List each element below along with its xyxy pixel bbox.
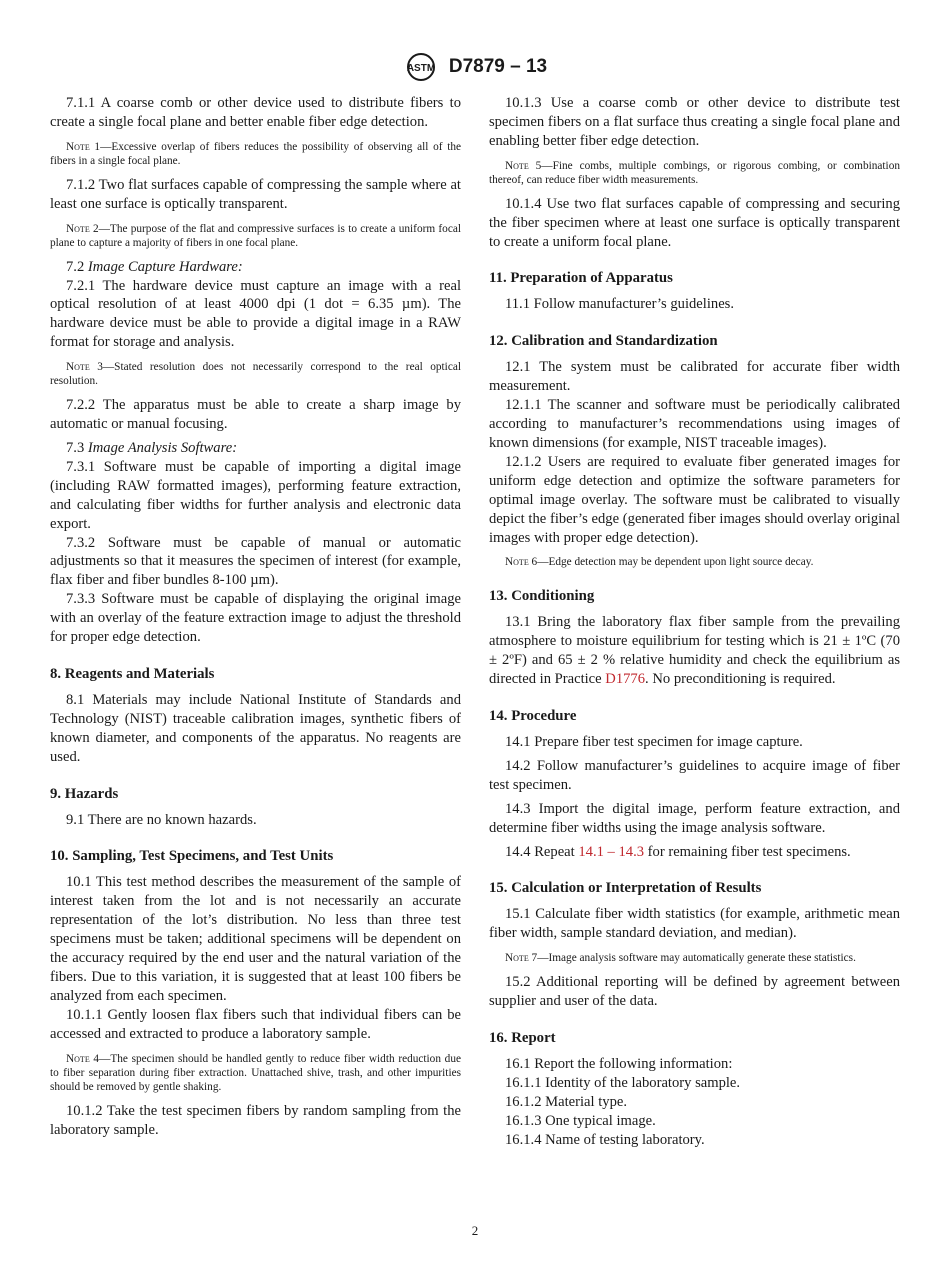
- note-text: —Fine combs, multiple combings, or rigorous combing, or combination thereof, can reduce fiber width measurements.: [489, 159, 900, 186]
- section-heading: 11. Preparation of Apparatus: [489, 270, 673, 287]
- paragraph: 10.1.2 Take the test specimen fibers by random sampling from the laboratory sample.: [50, 1102, 461, 1138]
- paragraph: 7.1.1 A coarse comb or other device used to distribute fibers to create a single focal plane and better enable fiber edge detection.: [50, 95, 461, 130]
- paragraph: 16.1 Report the following information:: [505, 1056, 733, 1073]
- note-label: Note 5: [505, 159, 542, 172]
- note-label: Note 6: [505, 556, 538, 569]
- paragraph: 16.1.1 Identity of the laboratory sample.: [505, 1075, 741, 1091]
- page-number: 2: [471, 1223, 479, 1238]
- note-label: Note 3: [66, 361, 103, 374]
- section-heading: 8. Reagents and Materials: [50, 665, 215, 682]
- paragraph: 16.1.2 Material type.: [505, 1093, 627, 1110]
- paragraph: 7.3.2 Software must be capable of manual or automatic adjustments so that it measures the specimen of interest (for example, flax fiber and fiber bundles 8-100 µm).: [50, 534, 461, 589]
- note-text: —The specimen should be handled gently to reduce fiber width reduction due to fiber separation during fiber extraction. Unattached shive, trash, and other impurities should be removed by gentle shaking.: [50, 1052, 461, 1093]
- paragraph: 15.1 Calculate fiber width statistics (for example, arithmetic mean fiber width, sample standard deviation, and median).: [489, 906, 900, 942]
- paragraph: [489, 613, 900, 689]
- note: [50, 222, 461, 250]
- paragraph: 7.1.2 Two flat surfaces capable of compressing the sample where at least one surface is optically transparent.: [50, 176, 461, 212]
- note-label: Note 2: [66, 222, 99, 235]
- paragraph: [489, 843, 900, 862]
- paragraph: 14.3 Import the digital image, perform feature extraction, and determine fiber widths using the image analysis software.: [489, 800, 900, 836]
- note-text: —Stated resolution does not necessarily correspond to the real optical resolution.: [50, 361, 461, 388]
- paragraph: 10.1.4 Use two flat surfaces capable of compressing and securing the fiber specimen where at least one surface is optically transparent to create a uniform focal plane.: [489, 195, 900, 250]
- section-heading: 16. Report: [489, 1030, 556, 1047]
- subsection-number: 7.2: [66, 258, 88, 275]
- note: [50, 360, 461, 388]
- page-header: [0, 52, 950, 82]
- note-text: —Excessive overlap of fibers reduces the possibility of observing all of the fibers in a single focal plane.: [50, 140, 462, 167]
- paragraph: 7.2.1 The hardware device must capture an image with a real optical resolution of at least 4000 dpi (1 dot = 6.35 µm). The hardware device must be able to provide a digital image in a RAW format for storage and analysis.: [50, 277, 461, 351]
- subsection-heading: [50, 258, 461, 277]
- subsection-title: Image Capture Hardware:: [87, 258, 243, 275]
- paragraph: 10.1.3 Use a coarse comb or other device to distribute test specimen fibers on a flat surface thus creating a single focal plane and enabling better fiber edge detection.: [489, 95, 900, 149]
- reference-link[interactable]: D1776: [605, 671, 646, 688]
- paragraph: 8.1 Materials may include National Institute of Standards and Technology (NIST) traceable calibration images, synthetic fibers of known diameter, and components of the apparatus. No reagents are used.: [50, 691, 461, 765]
- note: [489, 951, 900, 965]
- note-text: —The purpose of the flat and compressive surfaces is to create a uniform focal plane to capture a majority of fibers in one focal plane.: [50, 222, 461, 249]
- paragraph: 9.1 There are no known hazards.: [66, 811, 257, 828]
- paragraph-text: 14.4 Repeat: [505, 843, 579, 860]
- right-column: [489, 94, 900, 1150]
- left-column: [50, 94, 461, 1144]
- svg-text:ASTM: ASTM: [406, 63, 436, 74]
- paragraph: 14.2 Follow manufacturer’s guidelines to acquire image of fiber test specimen.: [489, 757, 900, 793]
- paragraph: 7.3.3 Software must be capable of displaying the original image with an overlay of the feature extraction image to adjust the threshold for proper edge detection.: [50, 591, 461, 646]
- paragraph-text: . No preconditioning is required.: [645, 671, 836, 688]
- paragraph-text: for remaining fiber test specimens.: [644, 843, 851, 860]
- section-heading: 13. Conditioning: [489, 588, 595, 605]
- paragraph: 7.3.1 Software must be capable of importing a digital image (including RAW formatted images), performing feature extraction, and calculating fiber widths for further analysis and electronic data export.: [50, 458, 461, 532]
- paragraph: 12.1.1 The scanner and software must be periodically calibrated according to manufacturer’s recommendations using images of known dimensions (for example, NIST traceable images).: [489, 397, 900, 451]
- section-heading: 12. Calibration and Standardization: [489, 333, 718, 350]
- subsection-number: 7.3: [66, 439, 88, 456]
- note: [489, 555, 900, 569]
- paragraph: 12.1.2 Users are required to evaluate fiber generated images for uniform edge detection and optimize the software parameters for optimal image overlay. The software must be calibrated to visually depict the fiber’s edge (generated fiber images should overlay original images with proper edge detection).: [489, 453, 900, 546]
- paragraph-text: 13.1 Bring the laboratory flax fiber sample from the prevailing atmosphere to moisture equilibrium for testing which is 21 ± 1ºC (70 ± 2ºF) and 65 ± 2 % relative humidity and check the equilibrium as directed in Practice: [489, 614, 900, 688]
- note-label: Note 1: [66, 140, 101, 153]
- note: [50, 140, 461, 168]
- paragraph: 16.1.3 One typical image.: [505, 1112, 656, 1129]
- note-label: Note 7: [505, 952, 538, 965]
- section-heading: 15. Calculation or Interpretation of Results: [489, 880, 762, 897]
- note-label: Note 4: [66, 1052, 100, 1065]
- document-code: D7879 – 13: [448, 56, 548, 77]
- paragraph: 14.1 Prepare fiber test specimen for image capture.: [505, 734, 803, 751]
- astm-logo-icon: [403, 52, 439, 82]
- subsection-title: Image Analysis Software:: [87, 439, 238, 456]
- paragraph: 12.1 The system must be calibrated for accurate fiber width measurement.: [489, 359, 900, 395]
- section-heading: 9. Hazards: [50, 785, 119, 802]
- paragraph: 7.2.2 The apparatus must be able to create a sharp image by automatic or manual focusing.: [50, 397, 461, 433]
- note: [489, 159, 900, 187]
- section-heading: 14. Procedure: [489, 708, 577, 725]
- paragraph: 15.2 Additional reporting will be defined by agreement between supplier and user of the data.: [489, 974, 900, 1010]
- reference-link[interactable]: 14.1 – 14.3: [578, 843, 645, 860]
- subsection-heading: [50, 439, 461, 458]
- paragraph: 16.1.4 Name of testing laboratory.: [505, 1131, 705, 1148]
- note: [50, 1052, 461, 1094]
- note-text: —Edge detection may be dependent upon light source decay.: [537, 556, 814, 569]
- paragraph: 10.1.1 Gently loosen flax fibers such that individual fibers can be accessed and extracted to produce a laboratory sample.: [50, 1006, 461, 1042]
- paragraph: 11.1 Follow manufacturer’s guidelines.: [505, 296, 734, 313]
- paragraph: 10.1 This test method describes the measurement of the sample of interest taken from the lot and is not necessarily an accurate representation of the lot’s distribution. No less than three test specimens must be taken; additional specimens will be dependent on the accuracy required by the end user and the natural variation of the fibers. Due to this variation, it is suggested that at least 100 fibers be analyzed from each specimen.: [50, 874, 461, 1004]
- note-text: —Image analysis software may automatically generate these statistics.: [537, 952, 856, 965]
- section-heading: 10. Sampling, Test Specimens, and Test Units: [50, 848, 334, 865]
